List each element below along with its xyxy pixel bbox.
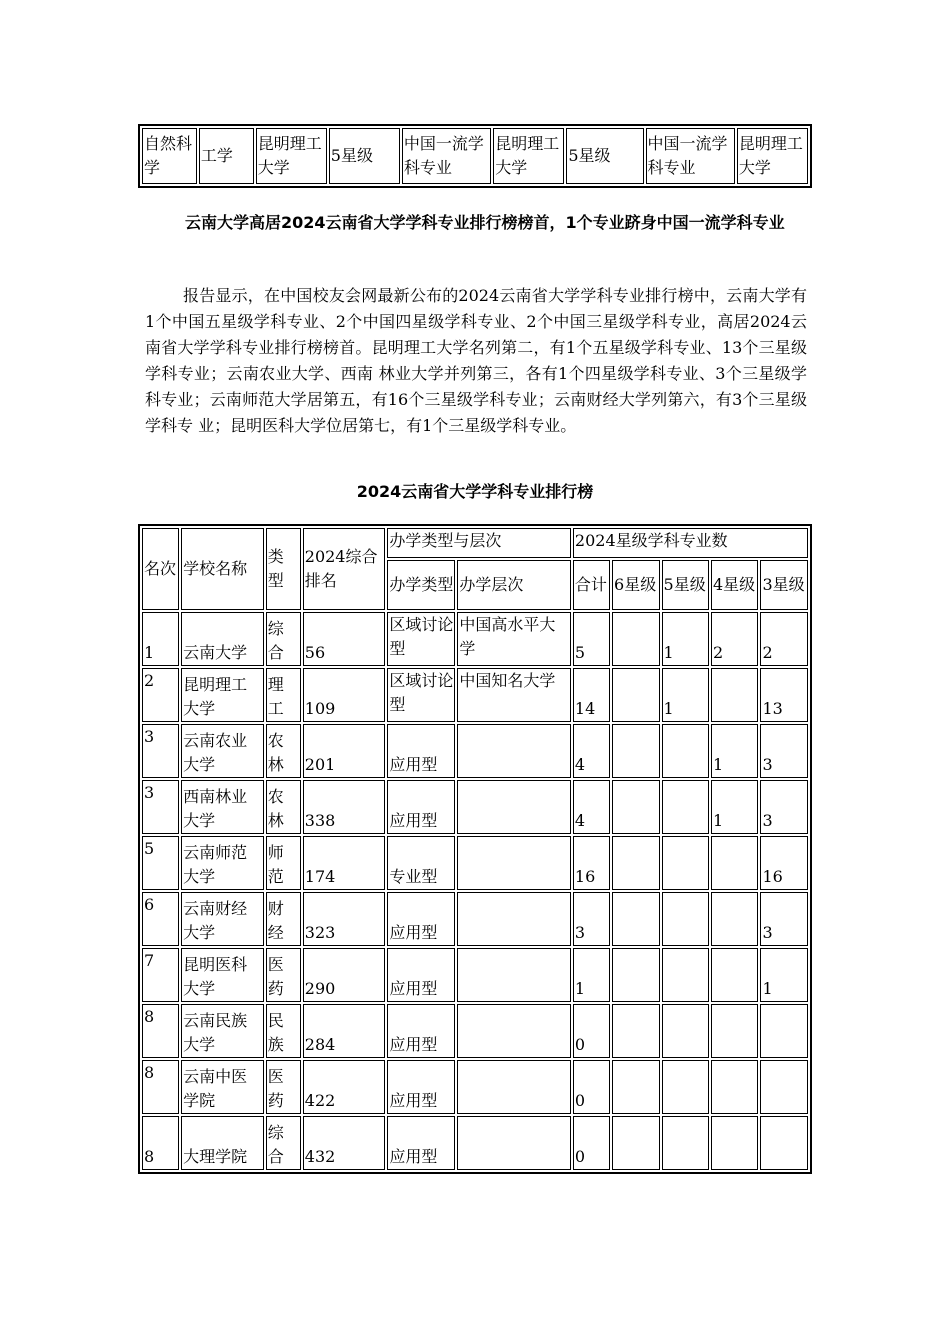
table-row [142,668,808,722]
cell-overall-rank: 338 [303,780,386,834]
cell-school: 云南民族大学 [181,1004,264,1058]
cell-overall-rank: 201 [303,724,386,778]
top-cell-school: 昆明理工大学 [256,128,327,184]
cell-type: 综合 [266,1116,301,1170]
cell-school-level [457,780,571,834]
cell-type: 农林 [266,724,301,778]
cell-star3: 16 [760,836,808,890]
cell-school-type: 应用型 [387,892,455,946]
header-row-1 [142,528,808,558]
table-row [142,948,808,1002]
header-star6: 6星级 [612,560,659,610]
top-cell-school: 昆明理工大学 [737,128,808,184]
cell-overall-rank: 56 [303,612,386,666]
cell-rank: 1 [142,612,179,666]
cell-star6 [612,668,659,722]
top-cell-category: 自然科学 [142,128,197,184]
cell-rank: 8 [142,1060,179,1114]
table-row [142,1004,808,1058]
header-rank: 名次 [142,528,179,610]
cell-school: 云南师范大学 [181,836,264,890]
cell-rank: 3 [142,780,179,834]
cell-overall-rank: 174 [303,836,386,890]
cell-star6 [612,892,659,946]
top-cell-discipline: 工学 [199,128,254,184]
table-row [142,780,808,834]
cell-overall-rank: 323 [303,892,386,946]
cell-star3: 3 [760,892,808,946]
cell-star4 [711,948,758,1002]
cell-school: 西南林业大学 [181,780,264,834]
cell-star4 [711,1060,758,1114]
cell-overall-rank: 284 [303,1004,386,1058]
header-school-level: 办学层次 [457,560,571,610]
cell-school-level [457,948,571,1002]
cell-star4 [711,668,758,722]
cell-star6 [612,948,659,1002]
cell-rank: 3 [142,724,179,778]
header-star5: 5星级 [662,560,709,610]
cell-star6 [612,836,659,890]
cell-school-type: 应用型 [387,1004,455,1058]
cell-star4 [711,836,758,890]
cell-star3: 3 [760,780,808,834]
cell-star4 [711,1004,758,1058]
cell-type: 综合 [266,612,301,666]
cell-total: 3 [573,892,610,946]
table-row [142,612,808,666]
cell-rank: 2 [142,668,179,722]
cell-school-type: 应用型 [387,724,455,778]
header-star4: 4星级 [711,560,758,610]
top-continuation-table [138,124,812,188]
cell-school-level [457,836,571,890]
cell-school: 大理学院 [181,1116,264,1170]
cell-star5 [662,836,709,890]
header-star3: 3星级 [760,560,808,610]
cell-star5 [662,1116,709,1170]
cell-star5 [662,948,709,1002]
cell-star5 [662,892,709,946]
table-row [142,724,808,778]
cell-total: 0 [573,1004,610,1058]
cell-overall-rank: 109 [303,668,386,722]
cell-overall-rank: 422 [303,1060,386,1114]
cell-type: 理工 [266,668,301,722]
cell-star5: 1 [662,612,709,666]
cell-school-type: 应用型 [387,948,455,1002]
cell-type: 财经 [266,892,301,946]
cell-star3 [760,1116,808,1170]
cell-total: 16 [573,836,610,890]
cell-school-type: 专业型 [387,836,455,890]
ranking-table [138,524,812,1174]
cell-type: 农林 [266,780,301,834]
header-school: 学校名称 [181,528,264,610]
report-paragraph: 报告显示，在中国校友会网最新公布的2024云南省大学学科专业排行榜中，云南大学有1个中国五星级学科专业、2个中国四星级学科专业、2个中国三星级学科专业，高居2024云南省大学学科专业排行榜榜首。昆明理工大学名列第二，有1个五星级学科专业、13个三星级学科专业；云南农业大学、西南 林业大学并列第三，各有1个四星级学科专业、3个三星级学科专业；云南师范大学居第五，有16个三星级学科专业；云南财经大学列第六，有3个三星级学科专 业；昆明医科大学位居第七，有1个三星级学科专业。 [145,286,807,435]
cell-total: 0 [573,1060,610,1114]
table-row [142,1116,808,1170]
cell-star3: 2 [760,612,808,666]
cell-school-level [457,724,571,778]
header-overall-rank: 2024综合排名 [303,528,386,610]
cell-star4 [711,892,758,946]
cell-type: 医药 [266,948,301,1002]
cell-school-type: 应用型 [387,1116,455,1170]
cell-school-type: 区域讨论型 [387,668,455,722]
cell-total: 5 [573,612,610,666]
cell-star4: 1 [711,780,758,834]
cell-type: 医药 [266,1060,301,1114]
cell-total: 4 [573,780,610,834]
cell-star3 [760,1060,808,1114]
cell-school: 云南中医学院 [181,1060,264,1114]
cell-school: 云南大学 [181,612,264,666]
top-cell-star: 5星级 [329,128,400,184]
cell-star5 [662,724,709,778]
cell-star6 [612,724,659,778]
cell-school-level: 中国知名大学 [457,668,571,722]
top-cell-level: 中国一流学科专业 [646,128,735,184]
cell-school: 昆明医科大学 [181,948,264,1002]
cell-school-level [457,1116,571,1170]
cell-star3: 1 [760,948,808,1002]
cell-total: 1 [573,948,610,1002]
section-heading: 云南大学高居2024云南省大学学科专业排行榜榜首，1个专业跻身中国一流学科专业 [185,213,785,232]
cell-school: 云南财经大学 [181,892,264,946]
cell-rank: 7 [142,948,179,1002]
cell-star4: 1 [711,724,758,778]
table-row [142,1060,808,1114]
cell-rank: 6 [142,892,179,946]
table-title: 2024云南省大学学科专业排行榜 [356,482,594,501]
cell-school: 云南农业大学 [181,724,264,778]
cell-total: 4 [573,724,610,778]
header-school-type: 办学类型 [387,560,455,610]
cell-school-type: 应用型 [387,780,455,834]
ranking-table-body [142,612,808,1170]
cell-overall-rank: 432 [303,1116,386,1170]
cell-star3: 13 [760,668,808,722]
cell-type: 民族 [266,1004,301,1058]
cell-school-type: 区域讨论型 [387,612,455,666]
cell-star3 [760,1004,808,1058]
cell-star6 [612,1116,659,1170]
top-cell-level: 中国一流学科专业 [402,128,491,184]
table-row [142,836,808,890]
cell-school-level: 中国高水平大学 [457,612,571,666]
cell-star6 [612,1060,659,1114]
cell-overall-rank: 290 [303,948,386,1002]
cell-total: 0 [573,1116,610,1170]
cell-rank: 8 [142,1116,179,1170]
cell-star5 [662,1060,709,1114]
top-cell-school: 昆明理工大学 [493,128,564,184]
cell-star6 [612,780,659,834]
cell-school-level [457,1004,571,1058]
top-cell-star: 5星级 [566,128,643,184]
cell-rank: 5 [142,836,179,890]
cell-star5: 1 [662,668,709,722]
cell-rank: 8 [142,1004,179,1058]
top-table-row [142,128,808,184]
header-group-school-type: 办学类型与层次 [387,528,571,558]
cell-star3: 3 [760,724,808,778]
cell-type: 师范 [266,836,301,890]
header-group-star: 2024星级学科专业数 [573,528,808,558]
cell-star6 [612,612,659,666]
cell-school-type: 应用型 [387,1060,455,1114]
cell-star6 [612,1004,659,1058]
cell-school-level [457,892,571,946]
cell-star5 [662,1004,709,1058]
table-row [142,892,808,946]
cell-star4 [711,1116,758,1170]
header-type: 类型 [266,528,301,610]
cell-school: 昆明理工大学 [181,668,264,722]
cell-total: 14 [573,668,610,722]
header-total: 合计 [573,560,610,610]
cell-star5 [662,780,709,834]
cell-school-level [457,1060,571,1114]
cell-star4: 2 [711,612,758,666]
